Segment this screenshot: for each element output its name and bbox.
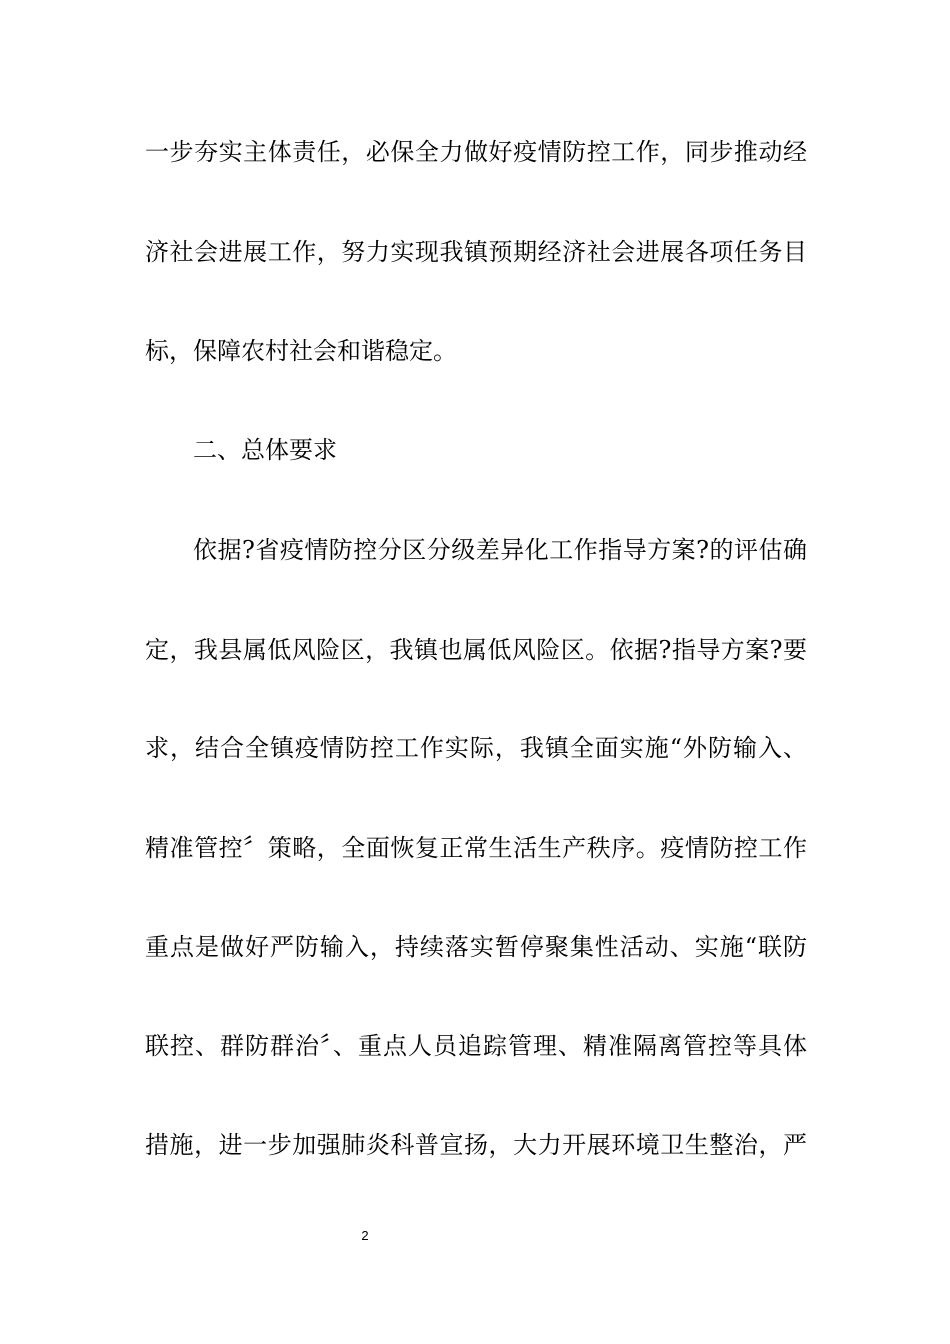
- section-heading: 二、总体要求: [193, 436, 337, 464]
- paragraph-1-line-1: 一步夯实主体责任，必保全力做好疫情防控工作，同步推动经: [145, 138, 807, 166]
- paragraph-2-line-7: 措施，进一步加强肺炎科普宣扬，大力开展环境卫生整治，严: [145, 1131, 807, 1159]
- paragraph-2-line-1: 依据?省疫情防控分区分级差异化工作指导方案?的评估确: [193, 536, 807, 564]
- paragraph-2-line-4: 精准管控〞策略，全面恢复正常生活生产秩序。疫情防控工作: [145, 834, 807, 862]
- paragraph-2-line-5: 重点是做好严防输入，持续落实暂停聚集性活动、实施“联防: [145, 933, 807, 961]
- page-number: 2: [361, 1228, 369, 1243]
- paragraph-1-line-2: 济社会进展工作，努力实现我镇预期经济社会进展各项任务目: [145, 238, 807, 266]
- paragraph-2-line-2: 定，我县属低风险区，我镇也属低风险区。依据?指导方案?要: [145, 636, 807, 664]
- paragraph-2-line-3: 求，结合全镇疫情防控工作实际，我镇全面实施“外防输入、: [145, 734, 807, 762]
- paragraph-2-line-6: 联控、群防群治〞、重点人员追踪管理、精准隔离管控等具体: [145, 1032, 807, 1060]
- paragraph-1-line-3: 标，保障农村社会和谐稳定。: [145, 337, 457, 365]
